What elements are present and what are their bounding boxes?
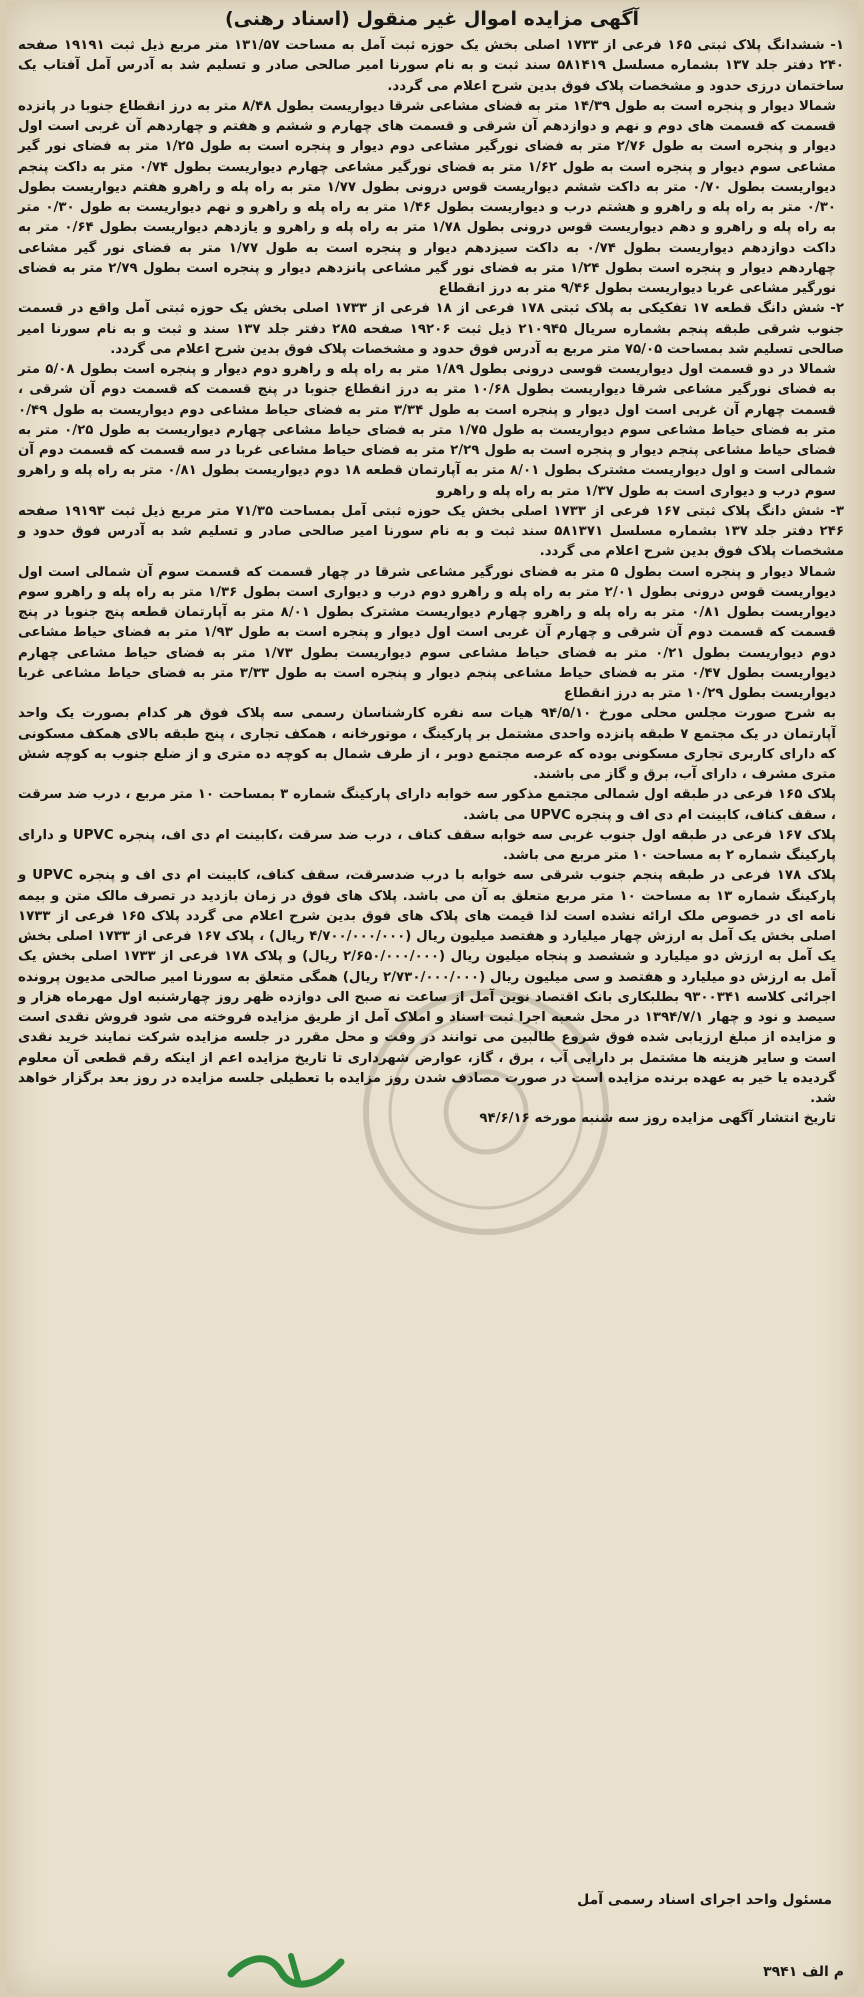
plot-178-and-auction-terms: پلاک ۱۷۸ فرعی در طبقه پنجم جنوب شرقی سه خوابه با درب ضدسرقت، سقف کناف، کابینت ام دی اف و پنجره UPVC و پارکینگ شماره ۱۳ به مساحت ۱۰ متر مربع متعلق به آن می باشد. پلاک های فوق در زمان بازدید در تصرف مالک متن و بیمه نامه ای در خصوص ملک ارائه نشده است لذا قیمت های پلاک های فوق بدین شرح اعلام می گردد پلاک ۱۶۵ فرعی از ۱۷۳۳ اصلی بخش یک آمل به ارزش چهار میلیارد و هفتصد میلیون ریال (۴/۷۰۰/۰۰۰/۰۰۰ ریال) ، پلاک ۱۶۷ فرعی از ۱۷۳۳ اصلی بخش یک آمل به ارزش دو میلیارد و ششصد و پنجاه میلیون ریال (۲/۶۵۰/۰۰۰/۰۰۰ ریال) و پلاک ۱۷۸ فرعی از ۱۷۳۳ اصلی بخش یک آمل به ارزش دو میلیارد و هفتصد و سی میلیون ریال (۲/۷۳۰/۰۰۰/۰۰۰ ریال) همگی متعلق به سورنا امیر صالحی مدیون پرونده اجرائی کلاسه ۹۳۰۰۳۴۱ بطلبکاری بانک اقتصاد نوین آمل از ساعت نه صبح الی دوازده ظهر روز چهارشنبه اول مهرماه هزار و سیصد و نود و چهار ۱۳۹۴/۷/۱ در محل شعبه اجرا ثبت اسناد و املاک آمل از طریق مزایده فروخته می شود فروش نقدی است و مزایده از مبلغ ارزیابی شده فوق شروع طالبین می توانند در وقت و محل مقرر در جلسه مزایده شرکت نمایند خرید نقدی است و سایر هزینه ها مشتمل بر دارایی آب ، برق ، گاز، عوارض شهرداری تا تاریخ مزایده اعم از اینکه رقم قطعی آن معلوم گردیده یا خیر به عهده برنده مزایده است در صورت مصادف شدن روز مزایده با تعطیلی جلسه مزایده در روز بعد برگزار خواهد شد. (18, 868, 837, 1106)
expert-report-paragraph: به شرح صورت مجلس محلی مورخ ۹۴/۵/۱۰ هیات سه نفره کارشناسان رسمی سه پلاک فوق هر کدام بصورت یک واحد آپارتمان در یک مجتمع ۷ طبقه پانزده واحدی مشتمل بر پارکینگ ، موتورخانه ، همکف تجاری ، پنج طبقه بالای همکف مسکونی که دارای کاربری تجاری مسکونی بوده که عرصه مجتمع دوبر ، از طرف شمال به کوچه ده متری و از ضلع جنوب به کوچه شش متری مشرف ، دارای آب، برق و گاز می باشند. (18, 706, 836, 782)
item-2-paragraph: ۲- شش دانگ قطعه ۱۷ تفکیکی به پلاک ثبتی ۱۷۸ فرعی از ۱۸ فرعی از ۱۷۳۳ اصلی بخش یک حوزه ثبتی آمل واقع در قسمت جنوب شرقی طبقه پنجم بشماره سریال ۲۱۰۹۴۵ ذیل ثبت ۱۹۲۰۶ صفحه ۲۸۵ دفتر جلد ۱۳۷ سند و ثبت و به نام سورنا امیر صالحی تسلیم شد بمساحت ۷۵/۰۵ متر مربع به آدرس فوق حدود و مشخصات پلاک فوق بدین شرح اعلام می گردد. (18, 301, 845, 357)
item-2-boundaries: شمالا در دو قسمت اول دیواریست قوسی درونی بطول ۱/۸۹ متر به راه پله و راهرو دوم دیوار و پنجره است بطول ۵/۰۸ متر به فضای نورگیر مشاعی شرقا دیواریست بطول ۱۰/۶۸ متر به درز انقطاع جنوبا در پنج قسمت که قسمت دوم آن شرقی ، قسمت چهارم آن غربی است اول دیوار و پنجره است به طول ۳/۳۴ متر به فضای حیاط مشاعی دوم دیواریست به طول ۰/۴۹ متر به فضای حیاط مشاعی سوم دیواریست به طول ۱/۷۵ متر به فضای حیاط مشاعی چهارم دیواریست به طول ۰/۲۵ متر به فضای حیاط مشاعی پنجم دیوار و پنجره است به طول ۲/۲۹ متر به فضای حیاط مشاعی غربا در سه قسمت که قسمت دوم آن شمالی است و اول دیواریست مشترک بطول ۸/۰۱ متر به آپارتمان قطعه ۱۸ دوم دیواریست بطول ۰/۸۱ متر به راه پله و راهرو سوم درب و دیواری است به طول ۱/۳۷ متر به راه پله و راهرو (18, 362, 836, 499)
item-1-paragraph: ۱- ششدانگ پلاک ثبتی ۱۶۵ فرعی از ۱۷۳۳ اصلی بخش یک حوزه ثبت آمل به مساحت ۱۳۱/۵۷ متر مربع ذیل ثبت ۱۹۱۹۱ صفحه ۲۴۰ دفتر جلد ۱۳۷ بشماره مسلسل ۵۸۱۴۱۹ سند ثبت و به نام سورنا امیر صالحی صادر و تسلیم شد به آدرس آمل آفتاب یک ساختمان درزی حدود و مشخصات پلاک فوق بدین شرح اعلام می گردد. (18, 38, 844, 94)
plot-167-description: پلاک ۱۶۷ فرعی در طبقه اول جنوب غربی سه خوابه سقف کناف ، درب ضد سرقت ،کابینت ام دی اف، پنجره UPVC و دارای پارکینگ شماره ۲ به مساحت ۱۰ متر مربع می باشد. (18, 827, 836, 863)
item-3-boundaries: شمالا دیوار و پنجره است بطول ۵ متر به فضای نورگیر مشاعی شرقا در چهار قسمت که قسمت سوم آن شمالی است اول دیواریست قوس درونی بطول ۲/۰۱ متر به راه پله و راهرو دوم درب و دیواری است بطول ۱/۳۶ متر به راه پله و راهرو سوم دیواریست بطول ۰/۸۱ متر به راه پله و راهرو چهارم دیواریست مشترک بطول ۸/۰۱ متر به آپارتمان قطعه پنج جنوبا در پنج قسمت که قسمت دوم آن شرقی و چهارم آن غربی است اول دیوار و پنجره است به طول ۱/۹۳ متر به فضای حیاط مشاعی دوم دیواریست بطول ۰/۲۱ متر به فضای حیاط مشاعی سوم دیواریست بطول ۱/۷۳ متر به فضای حیاط مشاعی چهارم دیواریست بطول ۰/۴۷ متر به فضای حیاط مشاعی پنجم دیوار و پنجره است به طول ۳/۳۳ متر به فضای حیاط مشاعی غربا دیواریست بطول ۱۰/۲۹ متر به درز انقطاع (18, 564, 836, 701)
green-number-stamp (221, 1944, 351, 1994)
reference-number: م الف ۳۹۴۱ (763, 1964, 844, 1980)
notice-title: آگهی مزایده اموال غیر منقول (اسناد رهنی) (224, 8, 640, 30)
publish-date: تاریخ انتشار آگهی مزایده روز سه شنبه مورخه ۹۴/۶/۱۶ (479, 1111, 836, 1127)
plot-165-description: پلاک ۱۶۵ فرعی در طبقه اول شمالی مجتمع مذکور سه خوابه دارای پارکینگ شماره ۳ بمساحت ۱۰ متر مربع ، درب ضد سرقت ، سقف کناف، کابینت ام دی اف و پنجره UPVC می باشد. (18, 787, 837, 823)
signature-line: مسئول واحد اجرای اسناد رسمی آمل (577, 1892, 832, 1908)
item-3-paragraph: ۳- شش دانگ پلاک ثبتی ۱۶۷ فرعی از ۱۷۳۳ اصلی بخش یک حوزه ثبتی آمل بمساحت ۷۱/۳۵ متر مربع ذیل ثبت ۱۹۱۹۳ صفحه ۲۴۶ دفتر جلد ۱۳۷ بشماره مسلسل ۵۸۱۳۷۱ سند ثبت و به نام سورنا امیر صالحی صادر و تسلیم شد به آدرس فوق حدود و مشخصات پلاک فوق بدین شرح اعلام می گردد. (18, 503, 844, 560)
notice-body (18, 36, 844, 1938)
item-1-boundaries: شمالا دیوار و پنجره است به طول ۱۴/۳۹ متر به فضای مشاعی شرقا دیواریست بطول ۸/۴۸ متر به درز انقطاع جنوبا در پانزده قسمت که قسمت های دوم و نهم و دوازدهم آن شرقی و قسمت های چهارم و ششم و هفتم و چهاردهم آن غربی است اول دیوار و پنجره است به طول ۲/۷۶ متر به فضای نورگیر مشاعی دوم دیوار و پنجره است به طول ۱/۲۵ متر به فضای نور گیر مشاعی سوم دیوار و پنجره است به طول ۱/۶۲ متر به فضای نورگیر مشاعی چهارم دیواریست بطول ۰/۷۴ متر به داکت پنجم دیواریست بطول ۰/۷۰ متر به داکت ششم دیواریست قوس درونی بطول ۱/۷۷ متر به راه پله و راهرو هفتم دیواریست بطول ۰/۳۰ متر به راه پله و راهرو و هشتم درب و دیواریست بطول ۱/۴۶ متر به راه پله و راهرو و نهم دیواریست به طول ۰/۳۰ متر به راه پله و راهرو و دهم دیواریست قوس درونی بطول ۱/۷۸ متر به راه پله و راهرو و یازدهم دیواریست بطول ۰/۶۴ متر به داکت دوازدهم دیواریست بطول ۰/۷۴ به داکت سیزدهم دیوار و پنجره است به طول ۱/۷۷ متر به فضای نور گیر مشاعی چهاردهم دیوار و پنجره است بطول ۱/۲۴ متر به فضای نور گیر مشاعی پانزدهم دیوار و پنجره است بطول ۲/۷۹ متر به فضای نورگیر مشاعی غربا دیواریست بطول ۹/۴۶ متر به درز انقطاع (18, 98, 837, 296)
newspaper-clipping (6, 2, 858, 1994)
